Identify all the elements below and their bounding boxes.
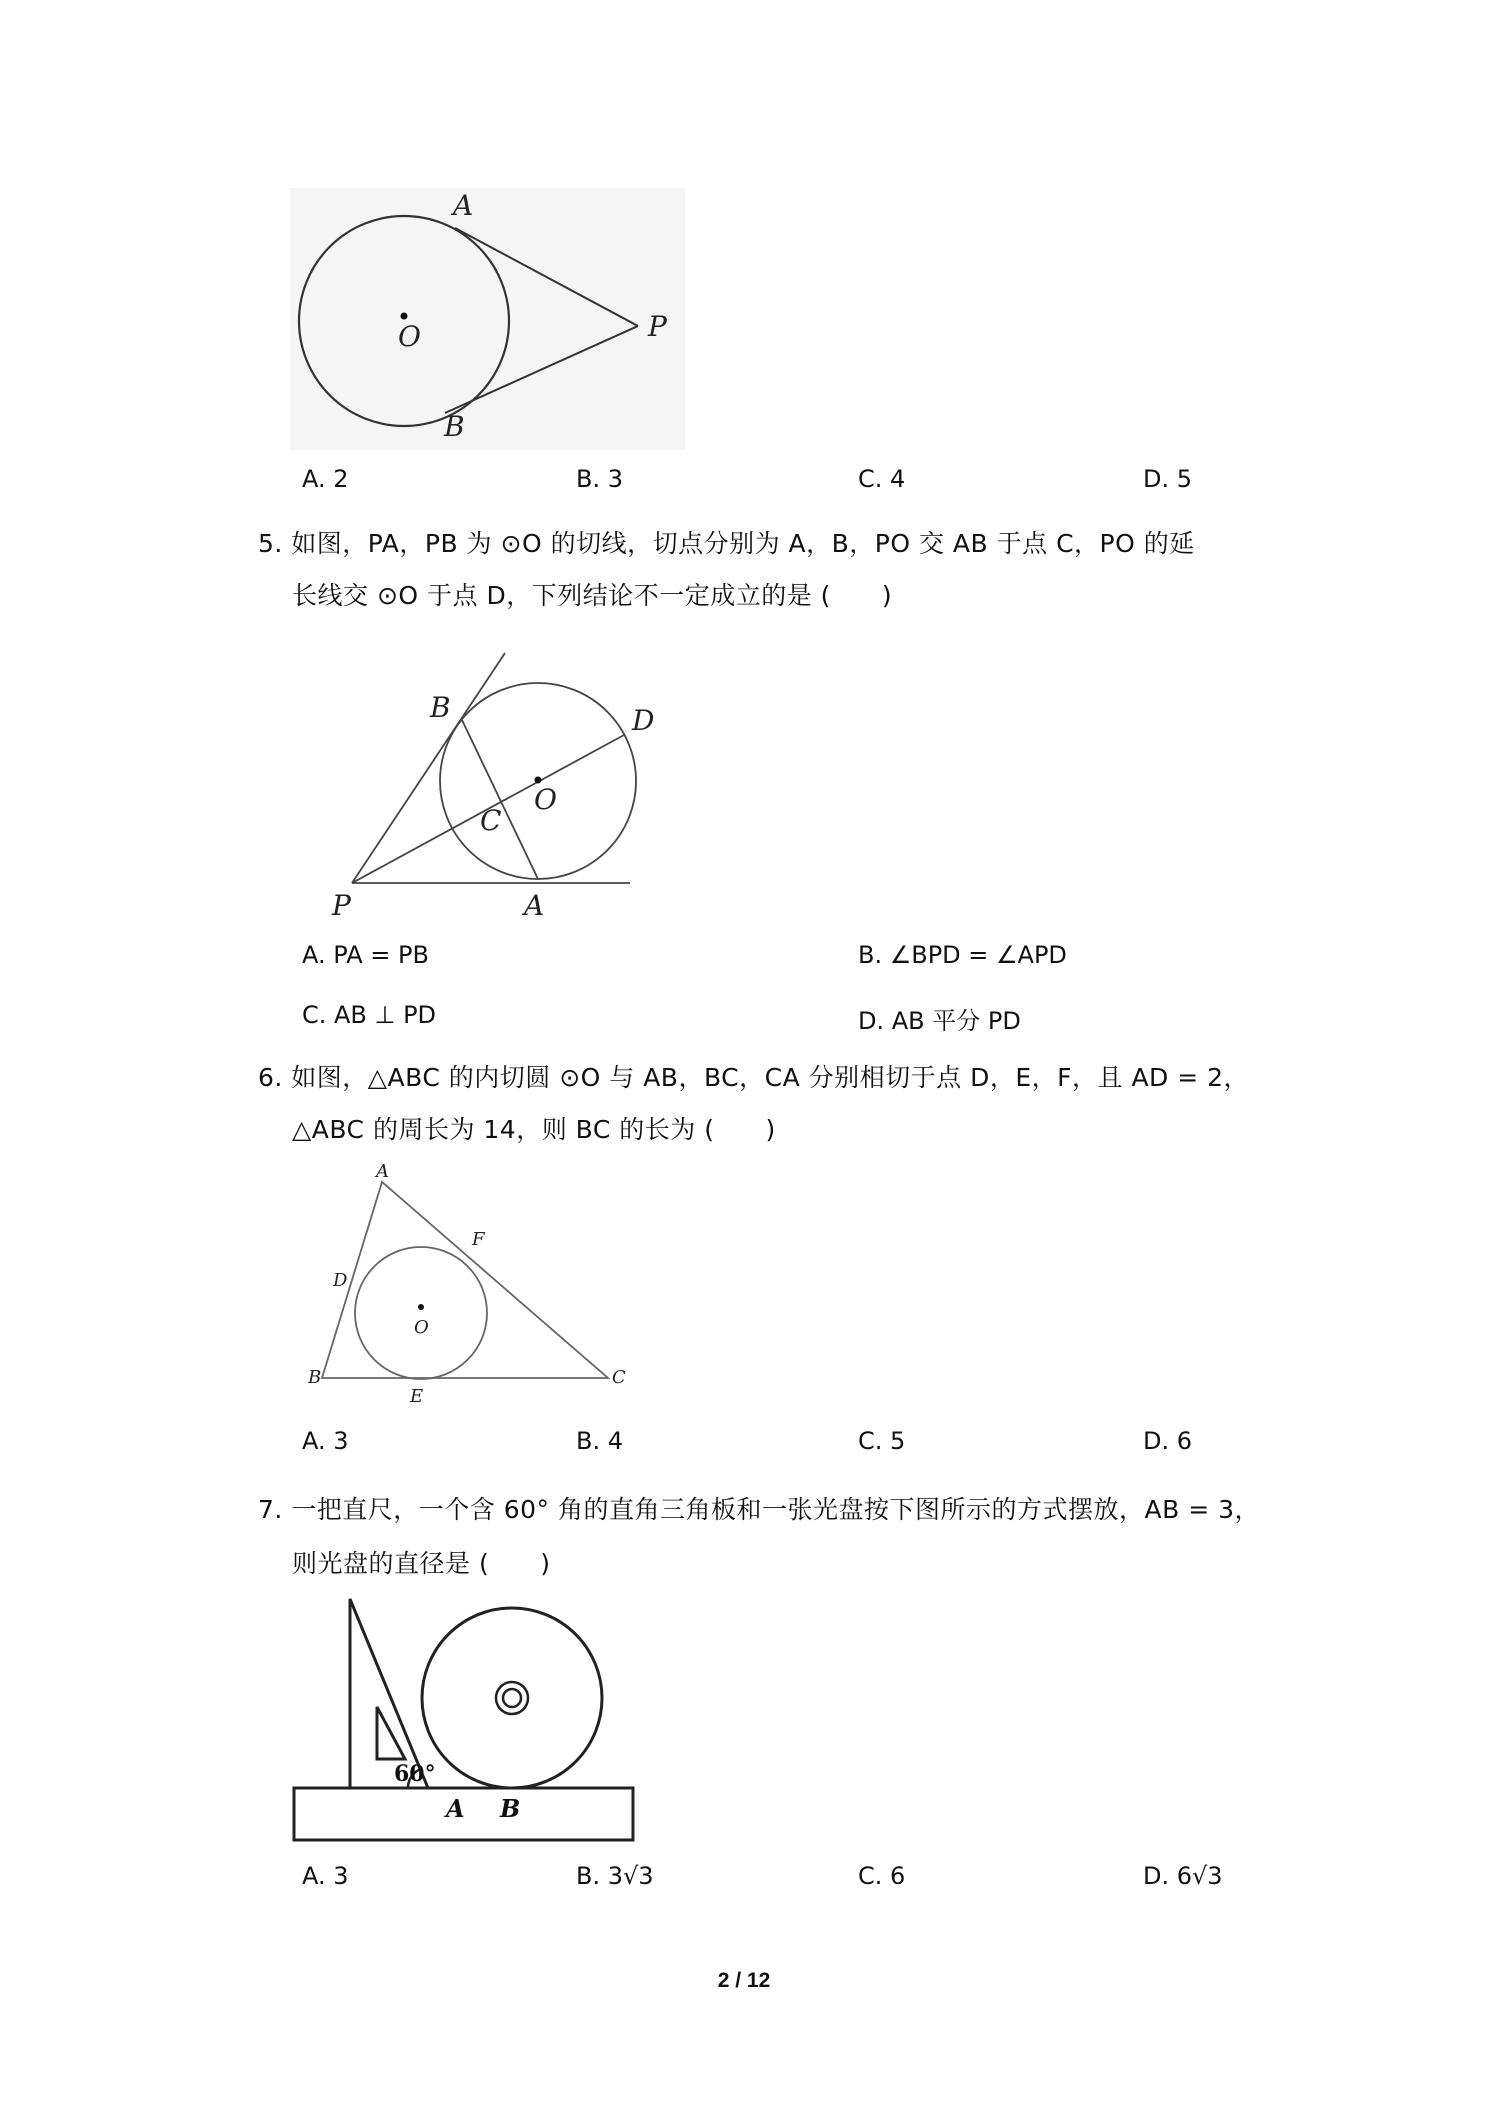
q4-option-a: A. 2 (302, 465, 349, 493)
q4-option-c: C. 4 (858, 465, 906, 493)
q7-option-a: A. 3 (302, 1862, 349, 1890)
q5-label-d: D (632, 704, 655, 737)
q5-stem-line1: 5. 如图，PA，PB 为 ⊙O 的切线，切点分别为 A，B，PO 交 AB 于点 C，PO 的延 (258, 529, 1195, 558)
q5-label-b: B (430, 691, 451, 724)
q7-label-b: B (500, 1794, 521, 1823)
q4-option-d: D. 5 (1143, 465, 1193, 493)
q6-stem-line1: 6. 如图，△ABC 的内切圆 ⊙O 与 AB，BC，CA 分别相切于点 D，E，F，且 AD = 2， (258, 1063, 1250, 1092)
q4-label-b: B (444, 410, 465, 443)
q5-label-a: A (524, 889, 545, 922)
q6-option-d: D. 6 (1143, 1427, 1193, 1455)
q6-figure (300, 1160, 640, 1410)
q6-label-f: F (472, 1229, 485, 1250)
q6-label-a: A (376, 1161, 389, 1182)
q6-option-b: B. 4 (576, 1427, 623, 1455)
q7-stem-line2: 则光盘的直径是 ( ) (292, 1549, 551, 1578)
q7-label-a: A (446, 1794, 465, 1823)
q6-label-d: D (333, 1270, 348, 1291)
q5-label-p: P (332, 889, 351, 922)
q6-label-e: E (410, 1386, 424, 1407)
q7-figure (290, 1585, 640, 1850)
q7-option-b: B. 3√3 (576, 1862, 654, 1890)
q7-option-c: C. 6 (858, 1862, 906, 1890)
q5-option-c: C. AB ⊥ PD (302, 1001, 437, 1029)
q4-label-a: A (453, 189, 474, 222)
q4-label-o: O (398, 320, 421, 353)
q6-label-o: O (414, 1317, 429, 1338)
q4-option-b: B. 3 (576, 465, 623, 493)
q7-angle-label: 60° (394, 1761, 436, 1787)
q5-option-b: B. ∠BPD = ∠APD (858, 941, 1067, 969)
q5-option-a: A. PA = PB (302, 941, 429, 969)
q4-figure (290, 188, 685, 450)
q6-label-c: C (612, 1367, 626, 1388)
q5-label-o: O (534, 783, 557, 816)
q6-option-c: C. 5 (858, 1427, 906, 1455)
q6-stem-line2: △ABC 的周长为 14，则 BC 的长为 ( ) (292, 1115, 776, 1144)
q5-stem-line2: 长线交 ⊙O 于点 D，下列结论不一定成立的是 ( ) (292, 581, 893, 610)
page-number: 2 / 12 (717, 1969, 771, 1992)
q5-option-d: D. AB 平分 PD (858, 1007, 1021, 1035)
q6-label-b: B (308, 1367, 322, 1388)
q6-option-a: A. 3 (302, 1427, 349, 1455)
q7-option-d: D. 6√3 (1143, 1862, 1223, 1890)
q5-label-c: C (480, 804, 502, 837)
q4-label-p: P (648, 310, 667, 343)
q7-stem-line1: 7. 一把直尺，一个含 60° 角的直角三角板和一张光盘按下图所示的方式摆放，AB = 3， (258, 1495, 1261, 1524)
q5-figure (320, 645, 655, 922)
